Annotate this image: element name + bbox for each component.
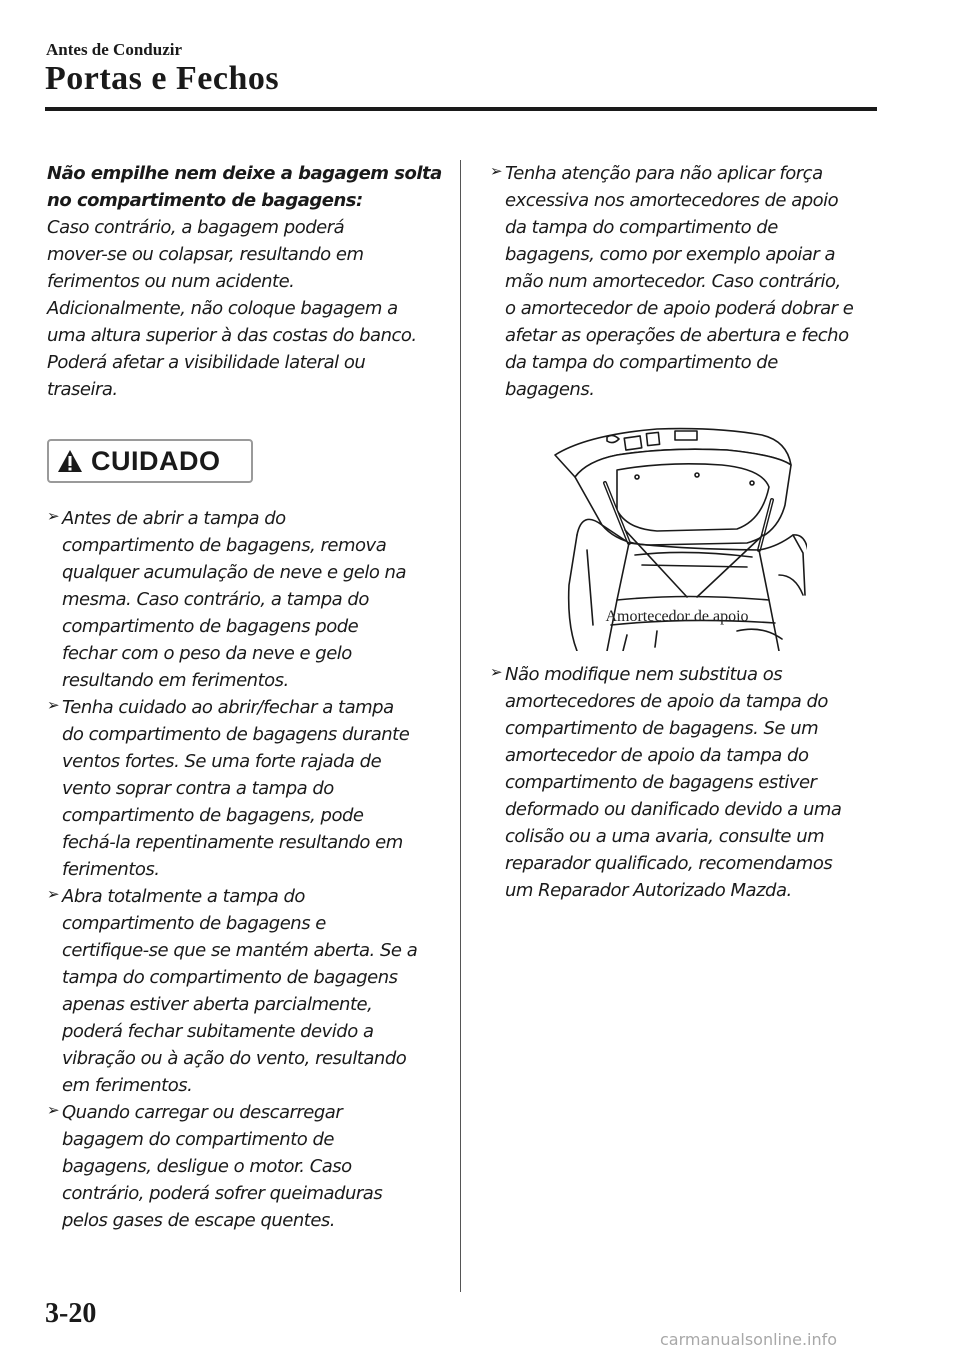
- caution-item-line: fechá-la repentinamente resultando em: [62, 832, 403, 853]
- arrow-bullet-icon: ➢: [490, 162, 503, 180]
- warning-text-line: traseira.: [47, 379, 118, 400]
- arrow-bullet-icon: ➢: [47, 507, 60, 525]
- caution-item-line: em ferimentos.: [62, 1075, 193, 1096]
- caution-item: [490, 160, 885, 403]
- watermark: carmanualsonline.info: [660, 1330, 838, 1349]
- right-column: [490, 160, 885, 904]
- caution-item-line: poderá fechar subitamente devido a: [62, 1021, 374, 1042]
- caution-item-line: Abra totalmente a tampa do: [62, 886, 305, 907]
- caution-item-line: compartimento de bagagens pode: [62, 616, 359, 637]
- luggage-warning: [47, 160, 442, 403]
- caution-item-line: bagagem do compartimento de: [62, 1129, 334, 1150]
- caution-item-line: compartimento de bagagens, remova: [62, 535, 387, 556]
- caution-item: [47, 883, 442, 1099]
- warning-text-line: Caso contrário, a bagagem poderá: [47, 217, 345, 238]
- caution-item-line: o amortecedor de apoio poderá dobrar e: [505, 298, 854, 319]
- caution-item-line: resultando em ferimentos.: [62, 670, 289, 691]
- caution-item-line: compartimento de bagagens e: [62, 913, 326, 934]
- caution-item-line: mesma. Caso contrário, a tampa do: [62, 589, 369, 610]
- caution-list: [47, 505, 442, 1234]
- caution-label: CUIDADO: [91, 445, 221, 476]
- caution-item-line: bagagens.: [505, 379, 595, 400]
- caution-item-line: pelos gases de escape quentes.: [62, 1210, 335, 1231]
- section-label: Antes de Conduzir: [46, 40, 183, 59]
- caution-badge: [47, 439, 253, 483]
- warning-heading-line: no compartimento de bagagens:: [47, 190, 363, 211]
- caution-item: [490, 661, 885, 904]
- arrow-bullet-icon: ➢: [490, 663, 503, 681]
- caution-item-line: apenas estiver aberta parcialmente,: [62, 994, 373, 1015]
- caution-item-line: amortecedores de apoio da tampa do: [505, 691, 828, 712]
- caution-item-line: afetar as operações de abertura e fecho: [505, 325, 849, 346]
- caution-item-line: ventos fortes. Se uma forte rajada de: [62, 751, 382, 772]
- caution-item-line: tampa do compartimento de bagagens: [62, 967, 398, 988]
- column-divider: [460, 160, 461, 1292]
- caution-item-line: do compartimento de bagagens durante: [62, 724, 410, 745]
- caution-item-line: Tenha cuidado ao abrir/fechar a tampa: [62, 697, 394, 718]
- warning-text-line: mover-se ou colapsar, resultando em: [47, 244, 364, 265]
- warning-text-line: Adicionalmente, não coloque bagagem a: [47, 298, 398, 319]
- arrow-bullet-icon: ➢: [47, 1101, 60, 1119]
- warning-heading-line: Não empilhe nem deixe a bagagem solta: [47, 163, 442, 184]
- caution-item: [47, 505, 442, 694]
- caution-item-line: qualquer acumulação de neve e gelo na: [62, 562, 406, 583]
- caution-item-line: vento soprar contra a tampa do: [62, 778, 334, 799]
- warning-text-line: Poderá afetar a visibilidade lateral ou: [47, 352, 366, 373]
- caution-item-line: colisão ou a uma avaria, consulte um: [505, 826, 825, 847]
- caution-item-line: deformado ou danificado devido a uma: [505, 799, 842, 820]
- caution-item-line: Antes de abrir a tampa do: [62, 508, 286, 529]
- caution-item-line: Não modifique nem substitua os: [505, 664, 783, 685]
- warning-text-line: uma altura superior à das costas do banco.: [47, 325, 417, 346]
- caution-item-line: um Reparador Autorizado Mazda.: [505, 880, 792, 901]
- arrow-bullet-icon: ➢: [47, 885, 60, 903]
- warning-text-line: ferimentos ou num acidente.: [47, 271, 295, 292]
- caution-item: [47, 694, 442, 883]
- warning-triangle-icon: [57, 449, 83, 473]
- caution-item-line: certifique-se que se mantém aberta. Se a: [62, 940, 418, 961]
- liftgate-figure: [547, 425, 807, 651]
- page-number: 3-20: [45, 1298, 97, 1329]
- left-column: [47, 160, 442, 1234]
- caution-item-line: fechar com o peso da neve e gelo: [62, 643, 352, 664]
- caution-item-line: bagagens, como por exemplo apoiar a: [505, 244, 836, 265]
- caution-item-line: mão num amortecedor. Caso contrário,: [505, 271, 841, 292]
- arrow-bullet-icon: ➢: [47, 696, 60, 714]
- figure-caption: Amortecedor de apoio: [605, 608, 749, 625]
- caution-item-line: vibração ou à ação do vento, resultando: [62, 1048, 407, 1069]
- caution-item-line: da tampa do compartimento de: [505, 217, 778, 238]
- caution-item-line: excessiva nos amortecedores de apoio: [505, 190, 839, 211]
- caution-item-line: Quando carregar ou descarregar: [62, 1102, 343, 1123]
- caution-item-line: reparador qualificado, recomendamos: [505, 853, 833, 874]
- caution-item-line: contrário, poderá sofrer queimaduras: [62, 1183, 383, 1204]
- caution-item-line: Tenha atenção para não aplicar força: [505, 163, 823, 184]
- caution-item-line: compartimento de bagagens. Se um: [505, 718, 819, 739]
- caution-item-line: amortecedor de apoio da tampa do: [505, 745, 809, 766]
- caution-item-line: ferimentos.: [62, 859, 160, 880]
- header-rule: [45, 107, 877, 111]
- caution-item-line: compartimento de bagagens, pode: [62, 805, 364, 826]
- chapter-title: Portas e Fechos: [45, 60, 280, 97]
- caution-item-line: da tampa do compartimento de: [505, 352, 778, 373]
- caution-item-line: bagagens, desligue o motor. Caso: [62, 1156, 352, 1177]
- caution-item-line: compartimento de bagagens estiver: [505, 772, 817, 793]
- caution-item: [47, 1099, 442, 1234]
